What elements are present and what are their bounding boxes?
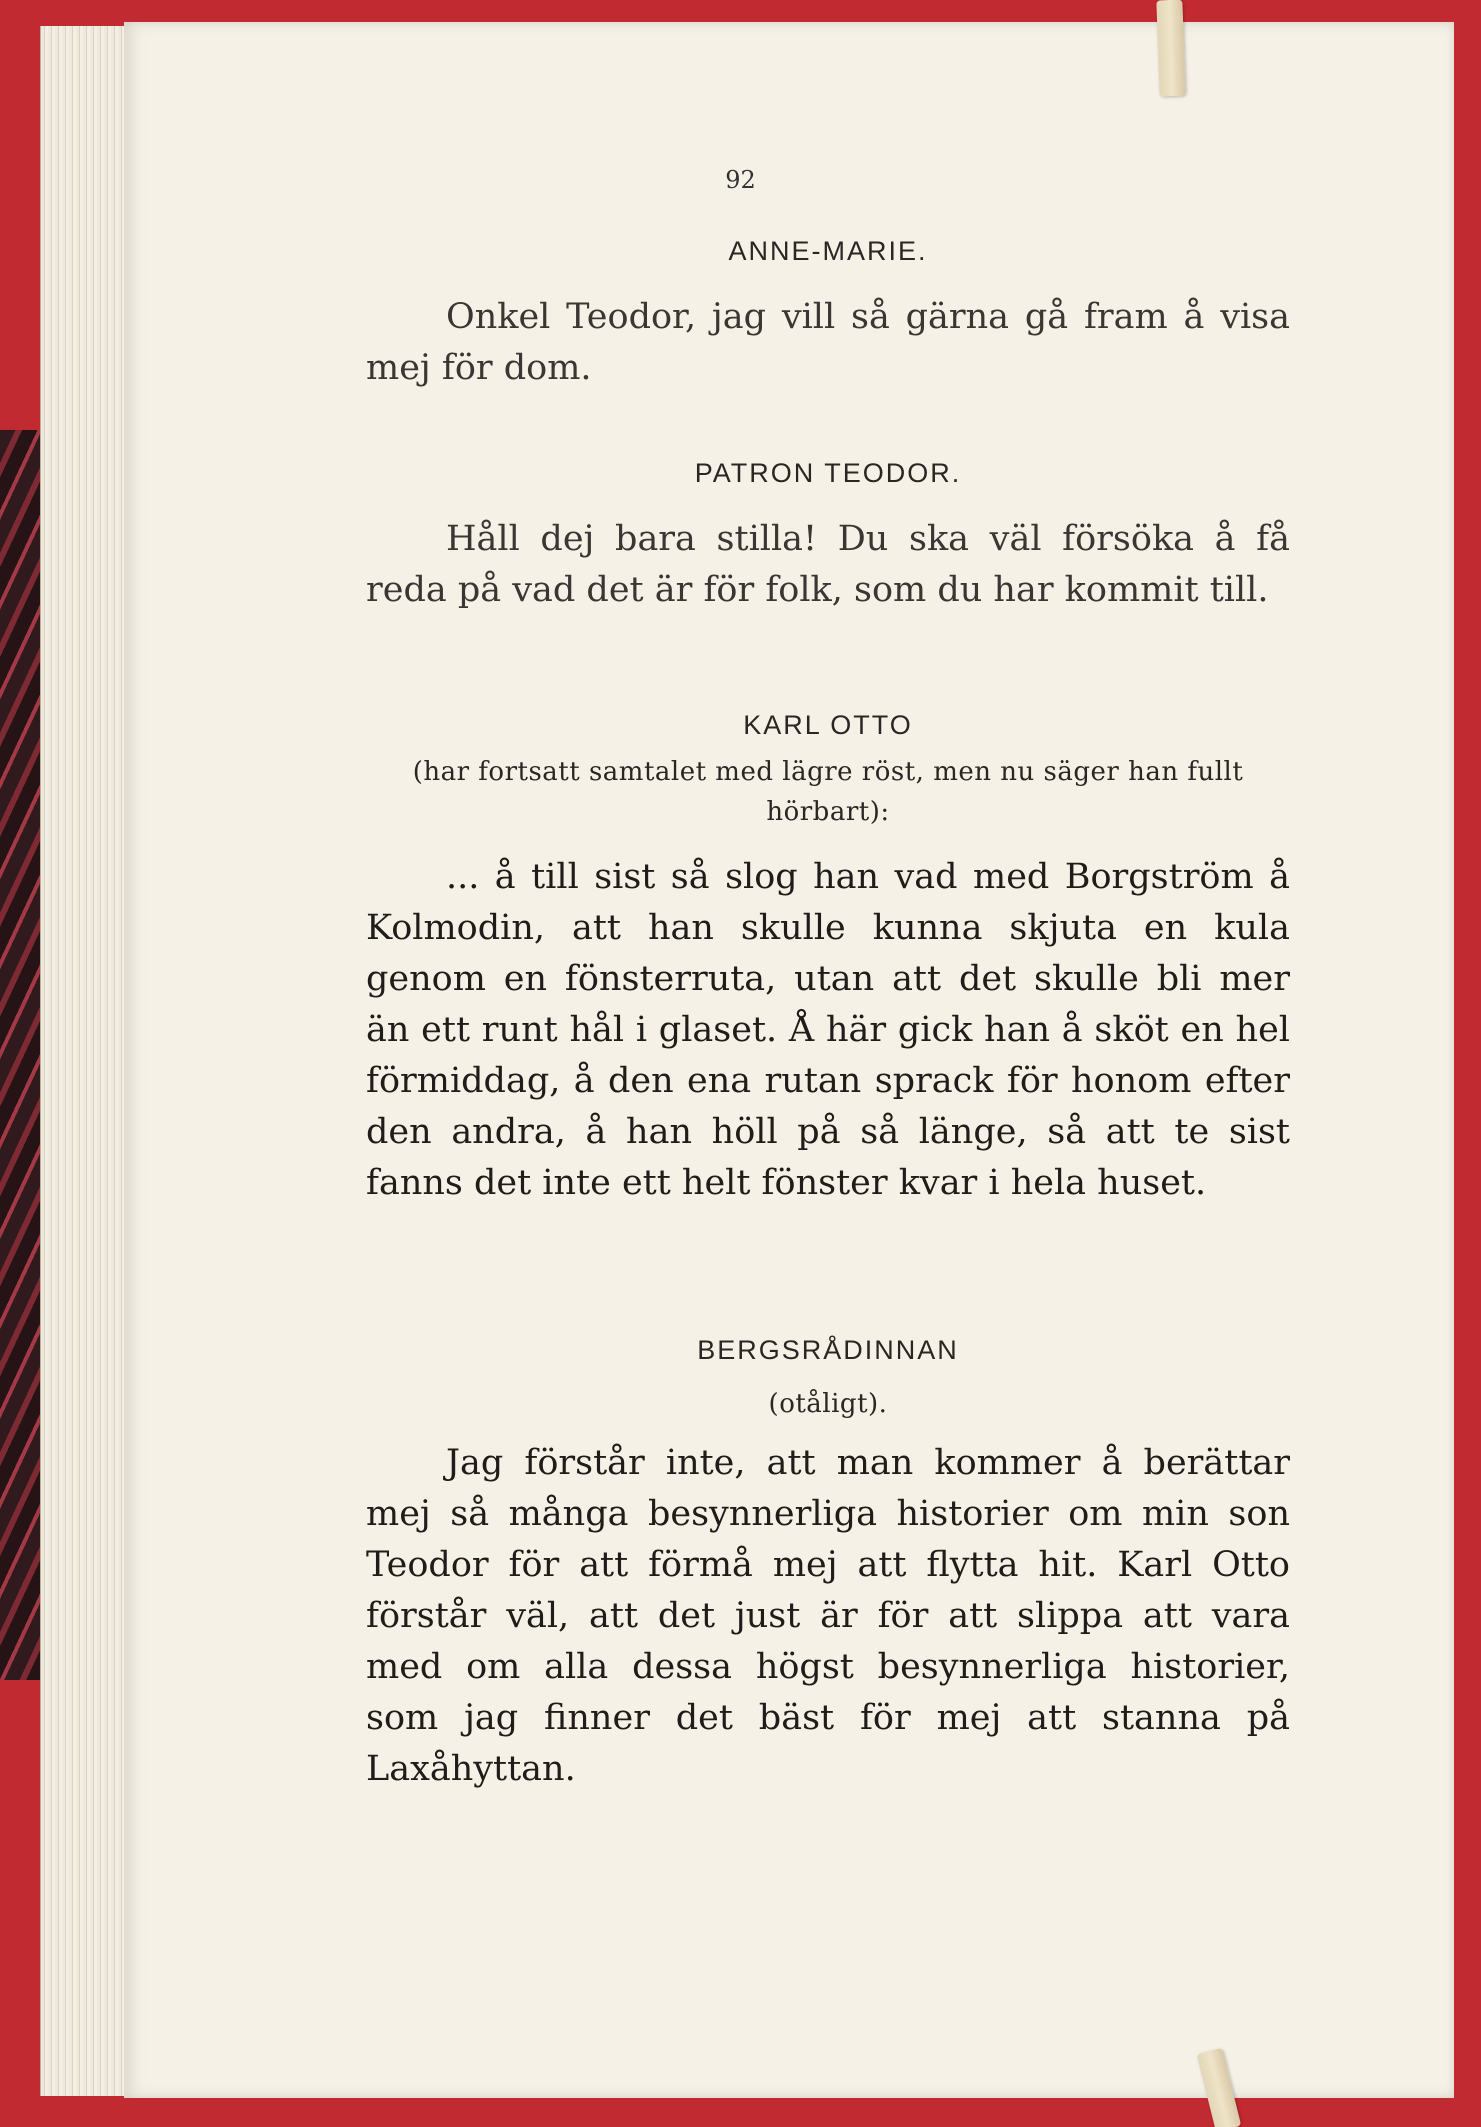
speaker-anne-marie: ANNE-MARIE. xyxy=(728,236,928,266)
stage-direction-bergsradinnan: (otåligt). xyxy=(768,1389,888,1419)
bookmark-ribbon-top xyxy=(1156,0,1185,96)
speech-patron-teodor: Håll dej bara stilla! Du ska väl försöka å få reda på vad det är för folk, som du har kommit till. xyxy=(366,519,1290,610)
speaker-bergsradinnan: BERGSRÅDINNAN xyxy=(697,1335,959,1365)
speech-karl-otto: ... å till sist så slog han vad med Borgström å Kolmodin, att han skulle kunna skjuta en kula genom en fönsterruta, utan att det skulle bli mer än ett runt hål i glaset. Å här gick han å sköt en hel förmiddag, å den ena rutan sprack för honom efter den andra, å han höll på så länge, så att te sist fanns det inte ett helt fönster kvar i hela huset. xyxy=(366,857,1290,1203)
speaker-patron-teodor: PATRON TEODOR. xyxy=(694,458,962,488)
stage-direction-karl-otto: (har fortsatt samtalet med lägre röst, men nu säger han fullt hörbart): xyxy=(412,757,1244,827)
speech-bergsradinnan: Jag förstår inte, att man kommer å berättar mej så många besynnerliga historier om min son Teodor för att förmå mej att flytta hit. Karl Otto förstår väl, att det just är för att slippa att vara med om alla dessa högst besynnerliga historier, som jag finner det bäst för mej att stanna på Laxåhyttan. xyxy=(366,1443,1290,1789)
speech-anne-marie: Onkel Teodor, jag vill så gärna gå fram å visa mej för dom. xyxy=(366,297,1290,388)
page-edges xyxy=(40,26,131,2096)
page-number: 92 xyxy=(725,166,756,194)
speaker-karl-otto: KARL OTTO xyxy=(743,710,913,740)
